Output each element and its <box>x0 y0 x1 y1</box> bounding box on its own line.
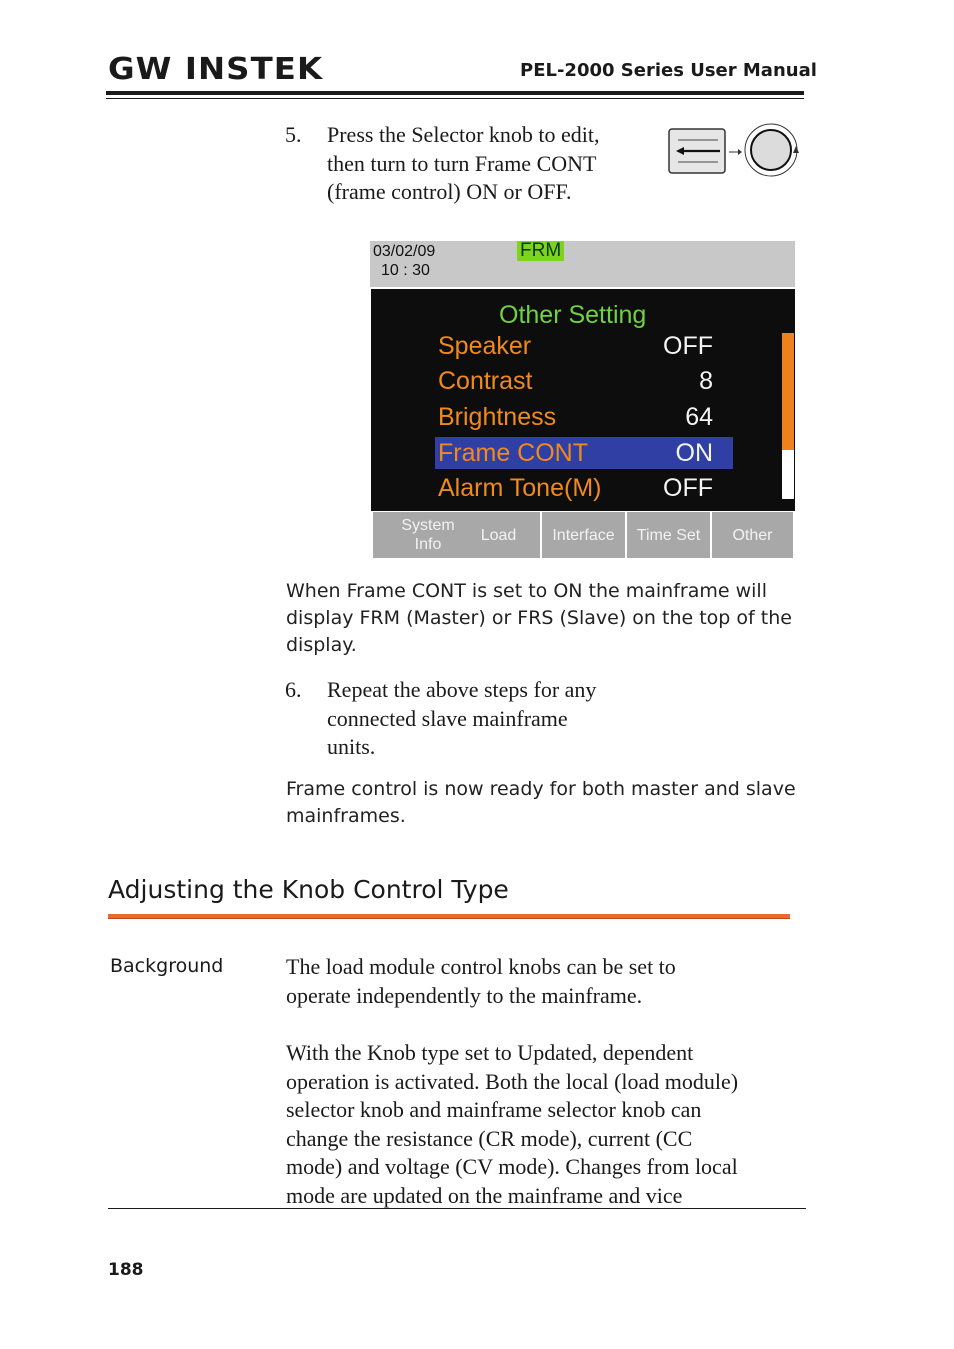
ready-note <box>286 776 796 830</box>
text-line: mode are updated on the mainframe and vice <box>286 1182 683 1208</box>
text-line: Frame control is now ready for both master and slave <box>286 778 796 800</box>
menu-row-contrast[interactable] <box>435 365 733 397</box>
footer-rule <box>108 1208 806 1209</box>
menu-row-label: Frame CONT <box>438 439 588 467</box>
section-title: Adjusting the Knob Control Type <box>108 875 509 904</box>
frm-status-badge: FRM <box>517 241 564 261</box>
step-6-text <box>327 676 596 762</box>
menu-row-value: 8 <box>699 367 713 395</box>
softkey-bar <box>370 512 795 559</box>
softkey-system-info[interactable]: System Info <box>373 512 483 558</box>
menu-row-frame-cont[interactable] <box>435 437 733 469</box>
background-paragraph-1 <box>286 953 676 1010</box>
text-line: Press the Selector knob to edit, <box>327 122 600 147</box>
menu-row-speaker[interactable] <box>435 330 733 362</box>
menu-row-label: Contrast <box>438 367 533 395</box>
lcd-date: 03/02/09 <box>373 243 436 260</box>
text-line: When Frame CONT is set to ON the mainframe will <box>286 580 767 602</box>
background-label: Background <box>110 955 224 977</box>
scrollbar-thumb[interactable] <box>782 333 794 450</box>
text-line: units. <box>327 734 376 759</box>
text-line: display. <box>286 634 357 656</box>
text-line: then turn to turn Frame CONT <box>327 150 597 176</box>
step-5-text <box>327 121 600 207</box>
text-line: mode) and voltage (CV mode). Changes from local <box>286 1154 738 1179</box>
menu-heading: Other Setting <box>499 301 647 329</box>
header-rule-thin <box>106 98 804 99</box>
menu-row-label: Alarm Tone(M) <box>438 474 602 502</box>
text-line: selector knob and mainframe selector knob can <box>286 1097 702 1122</box>
section-rule <box>108 914 790 919</box>
text-line: (frame control) ON or OFF. <box>327 179 572 204</box>
text-line: mainframes. <box>286 805 406 827</box>
lcd-time: 10 : 30 <box>381 262 430 279</box>
menu-scrollbar[interactable] <box>782 333 794 499</box>
menu-row-value: ON <box>675 439 713 467</box>
brand-logo: GW INSTEK <box>108 52 324 87</box>
menu-row-alarm-tone[interactable] <box>435 472 733 504</box>
text-line: Repeat the above steps for any <box>327 677 597 702</box>
menu-row-value: OFF <box>663 474 713 502</box>
text-line: The load module control knobs can be set to <box>286 954 676 979</box>
lcd-datetime <box>373 242 435 280</box>
menu-row-value: 64 <box>685 403 713 431</box>
menu-row-label: Speaker <box>438 332 532 360</box>
text-line: change the resistance (CR mode), current (CC <box>286 1125 693 1151</box>
text-line: connected slave mainframe <box>327 705 568 731</box>
lcd-menu-panel <box>371 289 795 511</box>
lcd-screen <box>370 241 795 559</box>
softkey-other[interactable]: Other <box>712 512 793 558</box>
text-line: display FRM (Master) or FRS (Slave) on the top of the <box>286 607 792 629</box>
text-line: With the Knob type set to Updated, dependent <box>286 1040 694 1065</box>
menu-row-value: OFF <box>663 332 713 360</box>
softkey-time-set[interactable]: Time Set <box>627 512 710 558</box>
softkey-interface[interactable]: Interface <box>542 512 625 558</box>
background-paragraph-2 <box>286 1039 738 1210</box>
step-6-number: 6. <box>285 677 302 702</box>
menu-row-label: Brightness <box>438 403 557 431</box>
text-line: operation is activated. Both the local (load module) <box>286 1068 739 1094</box>
manual-title: PEL-2000 Series User Manual <box>520 60 817 81</box>
softkey-load[interactable]: Load <box>457 512 540 558</box>
frame-cont-note <box>286 578 792 659</box>
lcd-status-bar <box>370 241 795 287</box>
text-line: operate independently to the mainframe. <box>286 982 643 1008</box>
page-number: 188 <box>108 1260 144 1280</box>
header-rule <box>106 91 804 95</box>
step-5-number: 5. <box>285 122 302 147</box>
selector-knob-icon <box>668 122 800 178</box>
menu-row-brightness[interactable] <box>435 401 733 433</box>
